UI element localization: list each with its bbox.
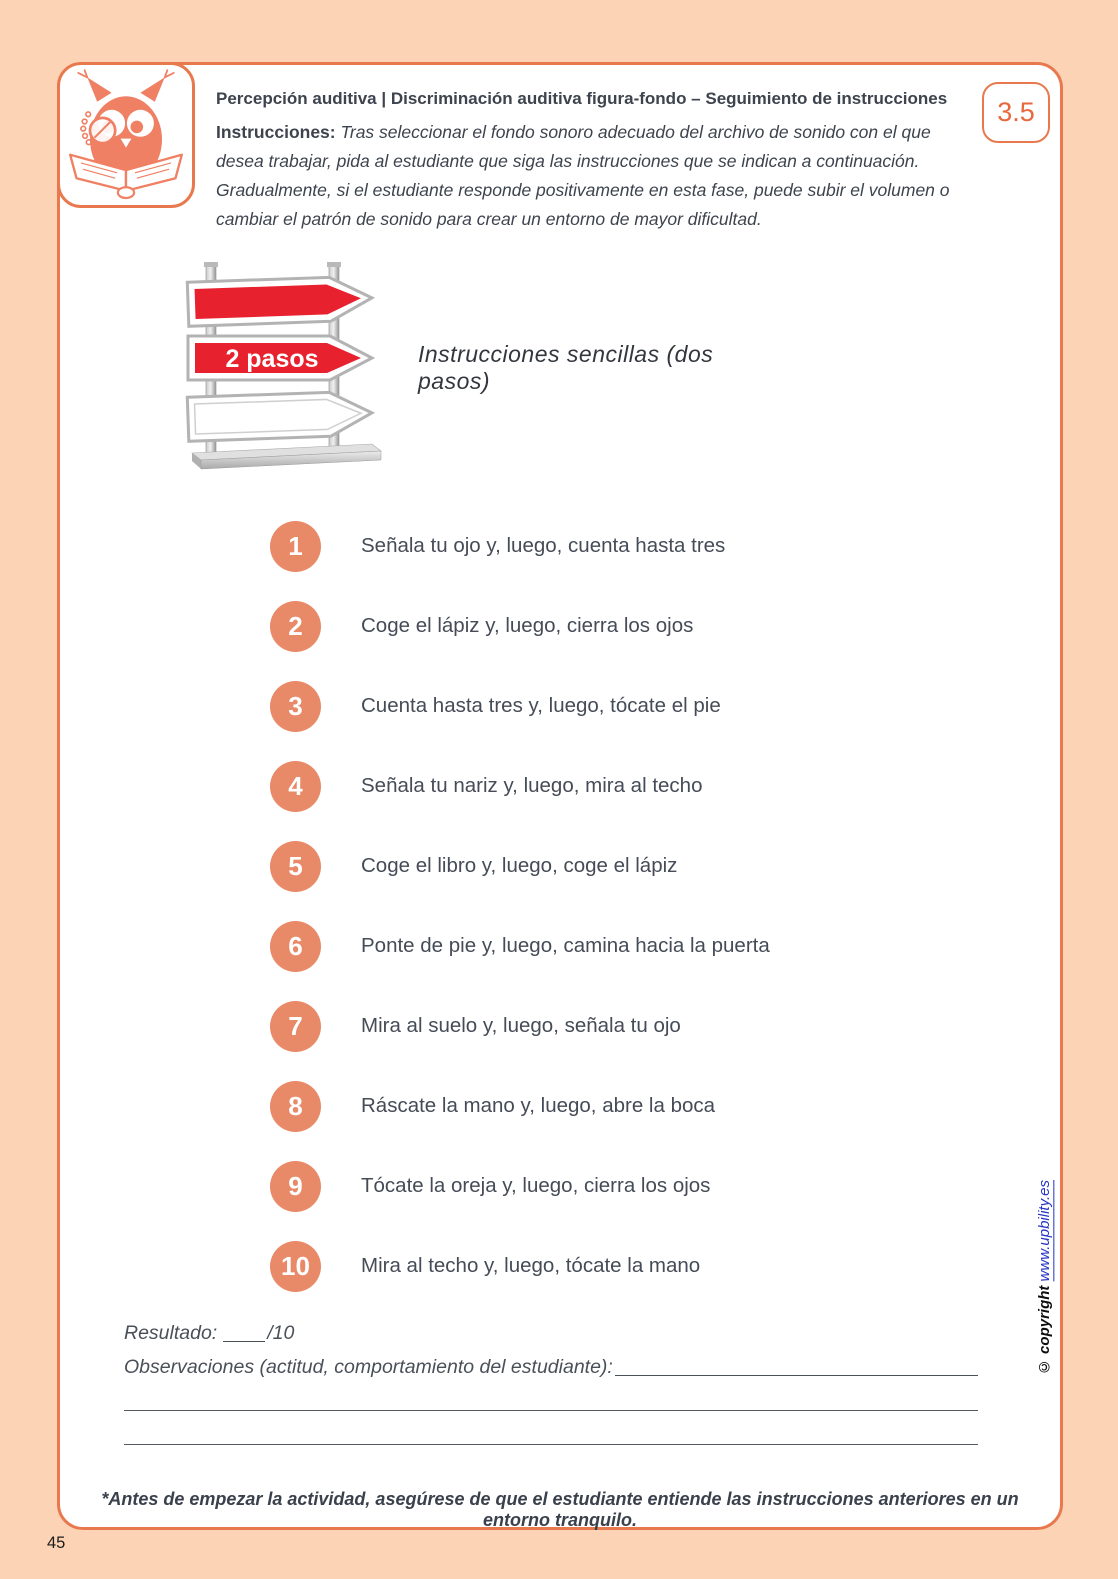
signpost-caption: Instrucciones sencillas (dos pasos) <box>418 341 714 394</box>
list-item <box>270 826 910 906</box>
owl-logo <box>63 69 189 201</box>
instructions-body: Tras seleccionar el fondo sonoro adecuado del archivo de sonido con el que desea trabajar, pida al estudiante que siga las instrucciones que se indican a continuación. Gradualmente, si el estudiante responde positivamente en esta fase, puede subir el volumen o cambiar el patrón de sonido para crear un entorno de mayor dificultad. <box>216 122 950 229</box>
instructions-label: Instrucciones: <box>216 122 341 142</box>
list-item <box>270 1226 910 1306</box>
item-number-badge: 7 <box>270 1001 321 1052</box>
item-text: Coge el lápiz y, luego, cierra los ojos <box>361 614 694 637</box>
item-text: Ráscate la mano y, luego, abre la boca <box>361 1094 716 1117</box>
instructions-paragraph <box>216 118 978 234</box>
list-item <box>270 586 910 666</box>
item-text: Señala tu ojo y, luego, cuenta hasta tres <box>361 534 726 557</box>
item-number-badge: 9 <box>270 1161 321 1212</box>
item-number-badge: 10 <box>270 1241 321 1292</box>
resultado-label: Resultado: <box>124 1322 218 1344</box>
signpost-illustration <box>182 261 382 471</box>
item-number-badge: 2 <box>270 601 321 652</box>
content-card <box>57 62 1063 1530</box>
observaciones-write-line <box>615 1375 978 1376</box>
item-text: Mira al techo y, luego, tócate la mano <box>361 1254 701 1277</box>
item-number-badge: 4 <box>270 761 321 812</box>
item-number-badge: 1 <box>270 521 321 572</box>
observaciones-row <box>124 1356 978 1379</box>
list-item <box>270 506 910 586</box>
page-number: 45 <box>47 1534 66 1552</box>
list-item <box>270 1066 910 1146</box>
score-blank-line <box>223 1341 265 1342</box>
list-item <box>270 1146 910 1226</box>
item-number-badge: 5 <box>270 841 321 892</box>
list-item <box>270 746 910 826</box>
upbility-link[interactable]: www.upbility.es <box>1036 1179 1053 1282</box>
item-number-badge: 8 <box>270 1081 321 1132</box>
item-text: Señala tu nariz y, luego, mira al techo <box>361 774 703 797</box>
item-text: Mira al suelo y, luego, señala tu ojo <box>361 1014 681 1037</box>
copyright-notice <box>1036 1180 1053 1375</box>
list-item <box>270 666 910 746</box>
footnote: *Antes de empezar la actividad, asegúrese de que el estudiante entiende las instrucciones anteriores en un entorno tranquilo. <box>101 1489 1019 1530</box>
sign-arrow-bottom <box>187 391 372 441</box>
page-title: Percepción auditiva | Discriminación auditiva figura-fondo – Seguimiento de instrucciones <box>216 89 948 108</box>
item-number-badge: 3 <box>270 681 321 732</box>
resultado-row <box>124 1322 294 1345</box>
sign-arrow-middle <box>188 336 372 380</box>
item-text: Tócate la oreja y, luego, cierra los ojos <box>361 1174 711 1197</box>
observaciones-label: Observaciones (actitud, comportamiento del estudiante): <box>124 1356 613 1378</box>
signpost-base <box>192 444 381 469</box>
logo-box <box>57 62 195 208</box>
copyright-prefix: © copyright <box>1036 1281 1053 1375</box>
item-text: Ponte de pie y, luego, camina hacia la puerta <box>361 934 770 957</box>
item-text: Coge el libro y, luego, coge el lápiz <box>361 854 678 877</box>
section-number-badge <box>982 82 1050 143</box>
header <box>216 87 978 234</box>
section-number: 3.5 <box>997 97 1035 127</box>
score-suffix: /10 <box>267 1322 295 1344</box>
sign-label: 2 pasos <box>225 345 319 373</box>
write-line <box>124 1410 978 1411</box>
sign-arrow-top <box>187 276 372 326</box>
list-item <box>270 986 910 1066</box>
item-text: Cuenta hasta tres y, luego, tócate el pie <box>361 694 721 717</box>
write-line <box>124 1444 978 1445</box>
item-number-badge: 6 <box>270 921 321 972</box>
instruction-list <box>270 506 910 1306</box>
list-item <box>270 906 910 986</box>
